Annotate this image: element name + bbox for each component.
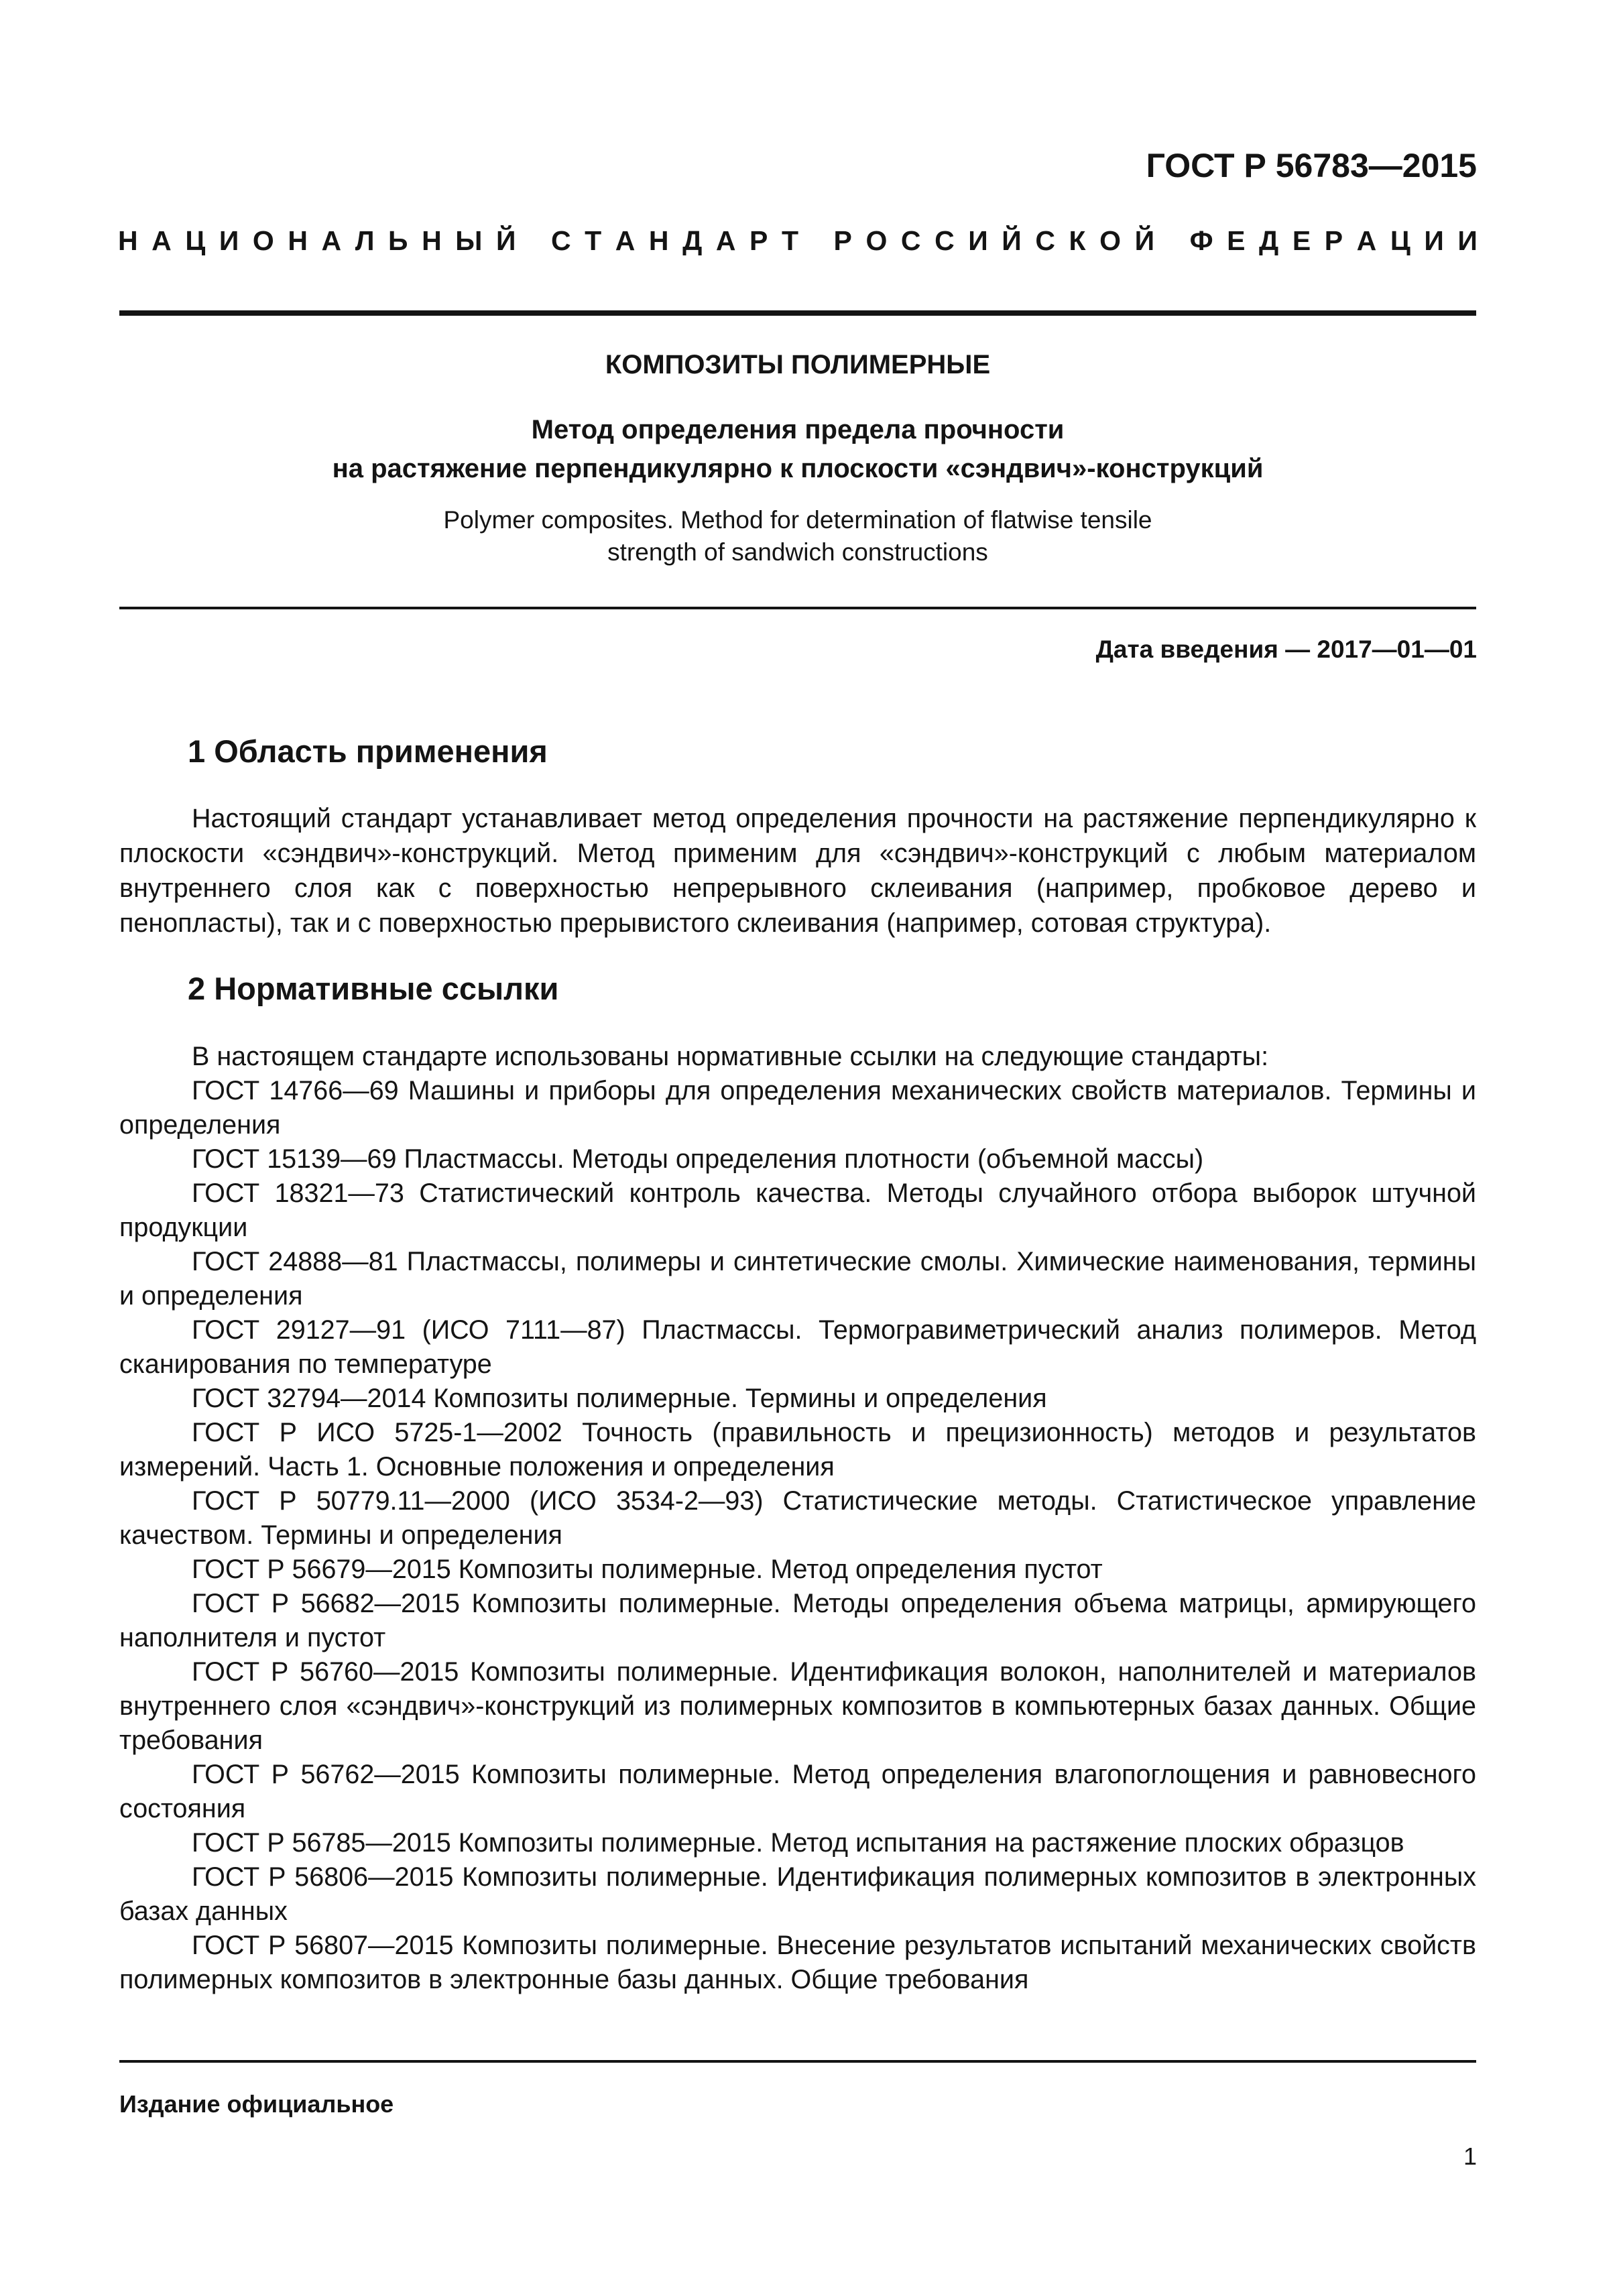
heading-letter: И <box>968 225 988 256</box>
reference-item: ГОСТ 32794—2014 Композиты полимерные. Термины и определения <box>192 1384 1047 1413</box>
heading-letter: О <box>252 225 274 256</box>
national-standard-heading <box>118 225 1478 257</box>
heading-letter: Ь <box>388 225 408 256</box>
document-number: ГОСТ Р 56783—2015 <box>1146 147 1477 184</box>
heading-letter: А <box>715 225 736 256</box>
reference-item: ГОСТ 15139—69 Пластмассы. Методы определения плотности (объемной массы) <box>192 1144 1204 1174</box>
effective-date: Дата введения — 2017—01—01 <box>1095 636 1477 663</box>
footer-rule <box>119 2060 1476 2063</box>
heading-letter: Е <box>1227 225 1246 256</box>
page-number: 1 <box>1463 2142 1477 2170</box>
heading-letter: А <box>152 225 172 256</box>
heading-letter: Ф <box>1189 225 1213 256</box>
reference-item: ГОСТ Р 56762—2015 Композиты полимерные. Метод определения влагопоглощения и равновесного состояния <box>119 1760 1476 1823</box>
heading-letter: С <box>900 225 921 256</box>
section-1-paragraph: Настоящий стандарт устанавливает метод определения прочности на растяжение перпендикулярно к плоскости «сэндвич»-конструкций. Метод применим для «сэндвич»-конструкций с любым материалом внутреннего слоя как с поверхностью непрерывного склеивания (например, пробковое дерево и пенопласты), так и с поверхностью прерывистого склеивания (например, сотовая структура). <box>119 804 1476 938</box>
section-1-heading: 1 Область применения <box>188 733 548 769</box>
heading-letter: Р <box>833 225 852 256</box>
reference-item: ГОСТ 24888—81 Пластмассы, полимеры и синтетические смолы. Химические наименования, термины и определения <box>119 1247 1476 1311</box>
heading-letter: Н <box>118 225 138 256</box>
heading-letter: Н <box>648 225 669 256</box>
section-1-text <box>119 801 1476 941</box>
reference-item: ГОСТ Р ИСО 5725-1—2002 Точность (правильность и прецизионность) методов и результатов измерений. Часть 1. Основные положения и определения <box>119 1418 1476 1482</box>
heading-letter: И <box>1457 225 1478 256</box>
heading-letter: О <box>865 225 888 256</box>
heading-letter: Д <box>1259 225 1279 256</box>
heading-letter: И <box>219 225 239 256</box>
heading-letter: Н <box>288 225 308 256</box>
heading-letter: Т <box>585 225 602 256</box>
heading-letter: И <box>1424 225 1444 256</box>
reference-item: ГОСТ Р 56679—2015 Композиты полимерные. Метод определения пустот <box>192 1555 1103 1584</box>
official-edition-note: Издание официальное <box>119 2090 394 2118</box>
reference-item: ГОСТ Р 56785—2015 Композиты полимерные. Метод испытания на растяжение плоских образцов <box>192 1828 1404 1858</box>
heading-letter: Й <box>495 225 516 256</box>
heading-letter: Л <box>355 225 375 256</box>
english-title-line-1: Polymer composites. Method for determination of flatwise tensile <box>443 506 1152 534</box>
heading-letter: Ц <box>185 225 206 256</box>
reference-item: ГОСТ 14766—69 Машины и приборы для определения механических свойств материалов. Термины и определения <box>119 1076 1476 1140</box>
heading-letter: Ц <box>1390 225 1410 256</box>
heading-letter <box>530 225 537 257</box>
reference-item: ГОСТ Р 56807—2015 Композиты полимерные. Внесение результатов испытаний механических свойств полимерных композитов в электронные базы данных. Общие требования <box>119 1931 1476 1994</box>
subtitle-line-2: на растяжение перпендикулярно к плоскости «сэндвич»-конструкций <box>332 454 1264 483</box>
reference-item: ГОСТ 29127—91 (ИСО 7111—87) Пластмассы. Термогравиметрический анализ полимеров. Метод сканирования по температуре <box>119 1315 1476 1379</box>
reference-item: ГОСТ Р 56760—2015 Композиты полимерные. Идентификация волокон, наполнителей и материалов внутреннего слоя «сэндвич»-конструкций из полимерных композитов в компьютерных базах данных. Общие требования <box>119 1657 1476 1755</box>
heading-letter: Р <box>749 225 768 256</box>
heading-letter: Й <box>1002 225 1022 256</box>
heading-letter: А <box>321 225 342 256</box>
heading-letter: К <box>1069 225 1086 256</box>
heading-letter: С <box>1035 225 1055 256</box>
heading-letter: О <box>1099 225 1121 256</box>
heading-letter: Т <box>781 225 798 256</box>
english-title <box>119 504 1476 568</box>
standard-title: КОМПОЗИТЫ ПОЛИМЕРНЫЕ <box>605 350 991 379</box>
heading-letter: Н <box>422 225 442 256</box>
heading-letter: Д <box>682 225 703 256</box>
header-rule <box>119 310 1476 316</box>
subtitle-line-1: Метод определения предела прочности <box>531 415 1065 444</box>
section-2-heading: 2 Нормативные ссылки <box>188 971 559 1006</box>
english-title-line-2: strength of sandwich constructions <box>607 538 988 566</box>
heading-letter: Р <box>1324 225 1343 256</box>
heading-letter: А <box>1356 225 1377 256</box>
standard-subtitle <box>119 410 1476 488</box>
heading-letter <box>1168 225 1176 257</box>
normative-references-list <box>119 1040 1476 1997</box>
heading-letter: Й <box>1134 225 1155 256</box>
reference-item: ГОСТ Р 56682—2015 Композиты полимерные. Методы определения объема матрицы, армирующего наполнителя и пустот <box>119 1589 1476 1652</box>
heading-letter: А <box>615 225 636 256</box>
references-intro: В настоящем стандарте использованы нормативные ссылки на следующие стандарты: <box>192 1042 1269 1071</box>
reference-item: ГОСТ 18321—73 Статистический контроль качества. Методы случайного отбора выборок штучной продукции <box>119 1179 1476 1242</box>
heading-letter: Е <box>1292 225 1311 256</box>
reference-item: ГОСТ Р 50779.11—2000 (ИСО 3534-2—93) Статистические методы. Статистическое управление качеством. Термины и определения <box>119 1486 1476 1550</box>
heading-letter: С <box>550 225 571 256</box>
reference-item: ГОСТ Р 56806—2015 Композиты полимерные. Идентификация полимерных композитов в электронных базах данных <box>119 1862 1476 1926</box>
heading-letter: С <box>935 225 955 256</box>
heading-letter <box>813 225 820 257</box>
title-rule <box>119 607 1476 609</box>
heading-letter: Ы <box>455 225 483 256</box>
